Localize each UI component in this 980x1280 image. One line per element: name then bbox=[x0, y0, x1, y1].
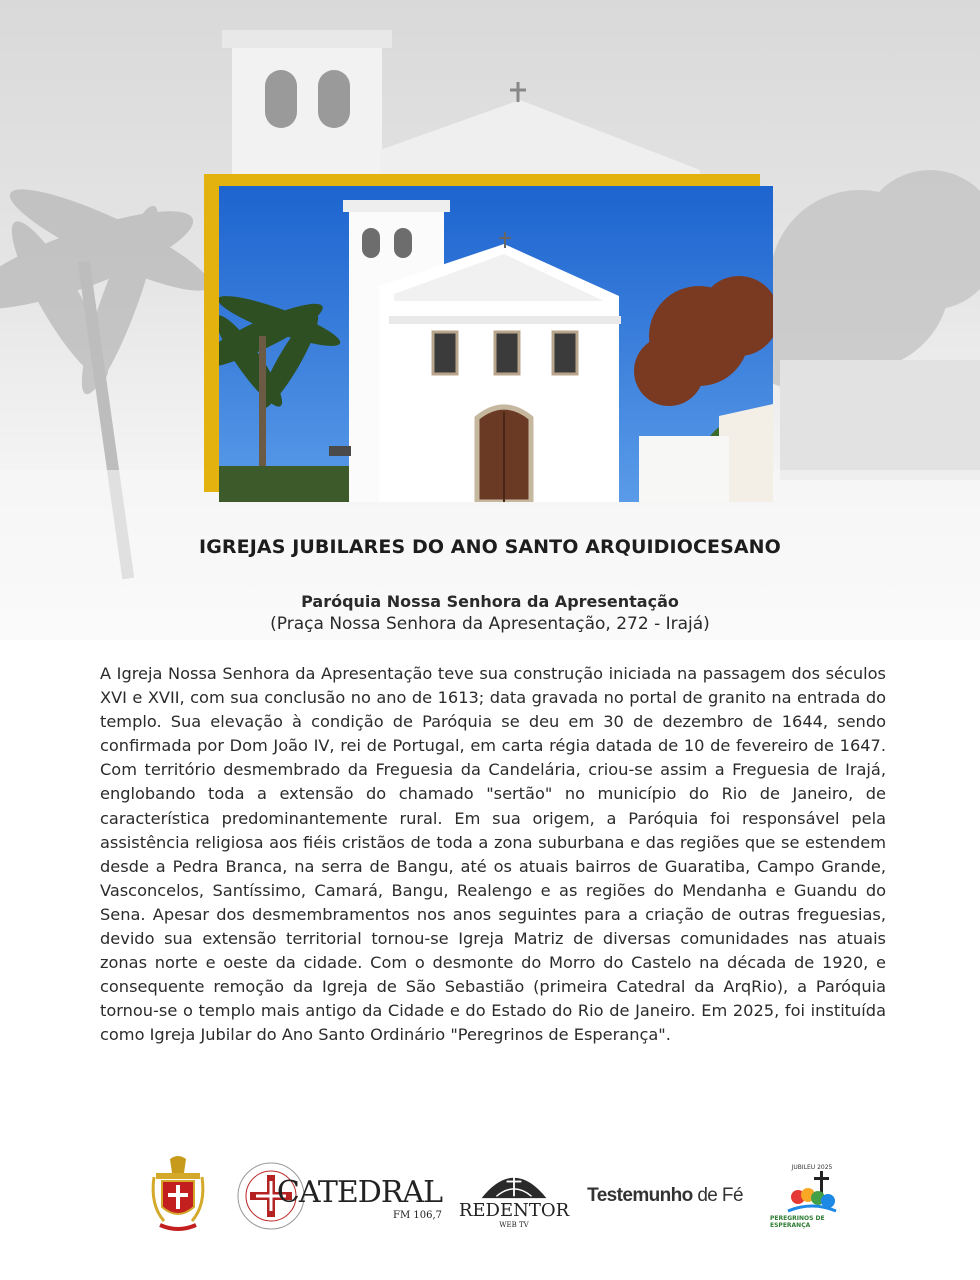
testemunho-de-fe-logo bbox=[584, 1181, 746, 1211]
jubileu-top-text: JUBILEU 2025 bbox=[791, 1163, 833, 1171]
redentor-subtitle: WEB TV bbox=[499, 1221, 529, 1229]
catedral-logo-text: CATEDRAL bbox=[276, 1175, 442, 1210]
article-body: A Igreja Nossa Senhora da Apresentação teve sua construção iniciada na passagem dos séculos XVI e XVII, com sua conclusão no ano de 1613; data gravada no portal de granito na entrada do templo. Sua elevação à condição de Paróquia se deu em 30 de dezembro de 1644, sendo confirmada por Dom João IV, rei de Portugal, em carta régia datada de 10 de fevereiro de 1647. Com território desmembrado da Freguesia da Candelária, criou-se assim a Freguesia de Irajá, englobando toda a extensão do chamado "sertão" no município do Rio de Janeiro, de característica predominantemente rural. Em sua origem, a Paróquia foi responsável pela assistência religiosa aos fiéis cristãos de toda a zona suburbana e das regiões que se estendem desde a Pedra Branca, na serra de Bangu, até os atuais bairros de Guaratiba, Campo Grande, Vasconcelos, Santíssimo, Camará, Bangu, Realengo e as regiões do Mendanha e Guandu do Sena. Apesar dos desmembramentos nos anos seguintes para a criação de outras freguesias, devido sua extensão territorial tornou-se Igreja Matriz de diversas comunidades nas atuais zonas norte e oeste da cidade. Com o desmonte do Morro do Castelo na década de 1920, e consequente remoção da Igreja de São Sebastião (primeira Catedral da ArqRio), a Paróquia tornou-se o templo mais antigo da Cidade e do Estado do Rio de Janeiro. Em 2025, foi instituída como Igreja Jubilar do Ano Santo Ordinário "Peregrinos de Esperança". bbox=[100, 664, 886, 1045]
redentor-logo bbox=[460, 1163, 568, 1229]
jubileu-2025-logo bbox=[770, 1157, 854, 1235]
partner-logos bbox=[0, 1155, 980, 1245]
jubileu-bottom-text: PEREGRINOS DE ESPERANÇA bbox=[770, 1214, 825, 1229]
church-photo bbox=[219, 186, 773, 502]
testemunho-logo-bold: Testemunho bbox=[587, 1185, 693, 1206]
parish-name: Paróquia Nossa Senhora da Apresentação bbox=[301, 592, 679, 611]
redentor-logo-text: REDENTOR bbox=[458, 1200, 570, 1221]
testemunho-logo-light: de Fé bbox=[692, 1185, 743, 1206]
redentor-dome-icon bbox=[475, 1163, 553, 1200]
parish-address: (Praça Nossa Senhora da Apresentação, 272 - Irajá) bbox=[270, 614, 710, 634]
pilgrims-icon bbox=[784, 1171, 840, 1215]
catedral-fm-logo bbox=[276, 1173, 442, 1223]
archdiocese-coat-of-arms-icon bbox=[148, 1155, 208, 1235]
catedral-frequency: FM 106,7 bbox=[393, 1210, 442, 1221]
page-title: IGREJAS JUBILARES DO ANO SANTO ARQUIDIOCESANO bbox=[199, 536, 781, 558]
